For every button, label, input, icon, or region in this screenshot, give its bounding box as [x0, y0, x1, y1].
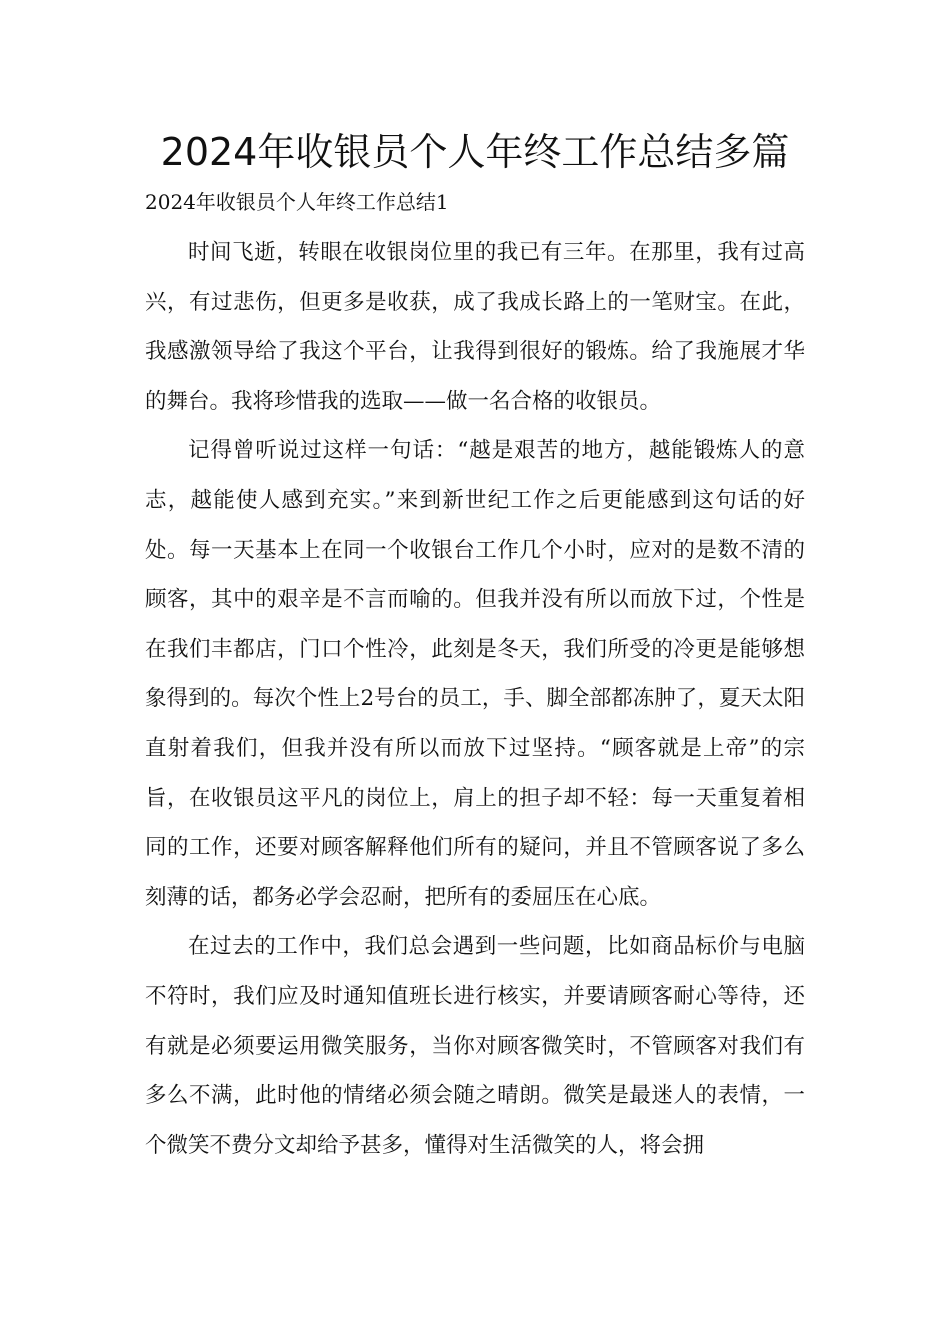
paragraph: 在过去的工作中，我们总会遇到一些问题，比如商品标价与电脑不符时，我们应及时通知值班长进行核实，并要请顾客耐心等待，还有就是必须要运用微笑服务，当你对顾客微笑时，不管顾客对我们有多么不满，此时他的情绪必须会随之晴朗。微笑是最迷人的表情，一个微笑不费分文却给予甚多，懂得对生活微笑的人，将会拥	[145, 934, 805, 1158]
document-body	[145, 228, 805, 1170]
paragraph: 记得曾听说过这样一句话：“越是艰苦的地方，越能锻炼人的意志，越能使人感到充实。”来到新世纪工作之后更能感到这句话的好处。每一天基本上在同一个收银台工作几个小时，应对的是数不清的顾客，其中的艰辛是不言而喻的。但我并没有所以而放下过，个性是在我们丰都店，门口个性冷，此刻是冬天，我们所受的冷更是能够想象得到的。每次个性上2号台的员工，手、脚全部都冻肿了，夏天太阳直射着我们，但我并没有所以而放下过坚持。“顾客就是上帝”的宗旨，在收银员这平凡的岗位上，肩上的担子却不轻：每一天重复着相同的工作，还要对顾客解释他们所有的疑问，并且不管顾客说了多么刻薄的话，都务必学会忍耐，把所有的委屈压在心底。	[145, 438, 805, 910]
section-heading: 2024年收银员个人年终工作总结1	[145, 190, 449, 214]
document-title: 2024年收银员个人年终工作总结多篇	[160, 130, 790, 174]
paragraph: 时间飞逝，转眼在收银岗位里的我已有三年。在那里，我有过高兴，有过悲伤，但更多是收获，成了我成长路上的一笔财宝。在此，我感激领导给了我这个平台，让我得到很好的锻炼。给了我施展才华的舞台。我将珍惜我的选取——做一名合格的收银员。	[145, 240, 805, 414]
